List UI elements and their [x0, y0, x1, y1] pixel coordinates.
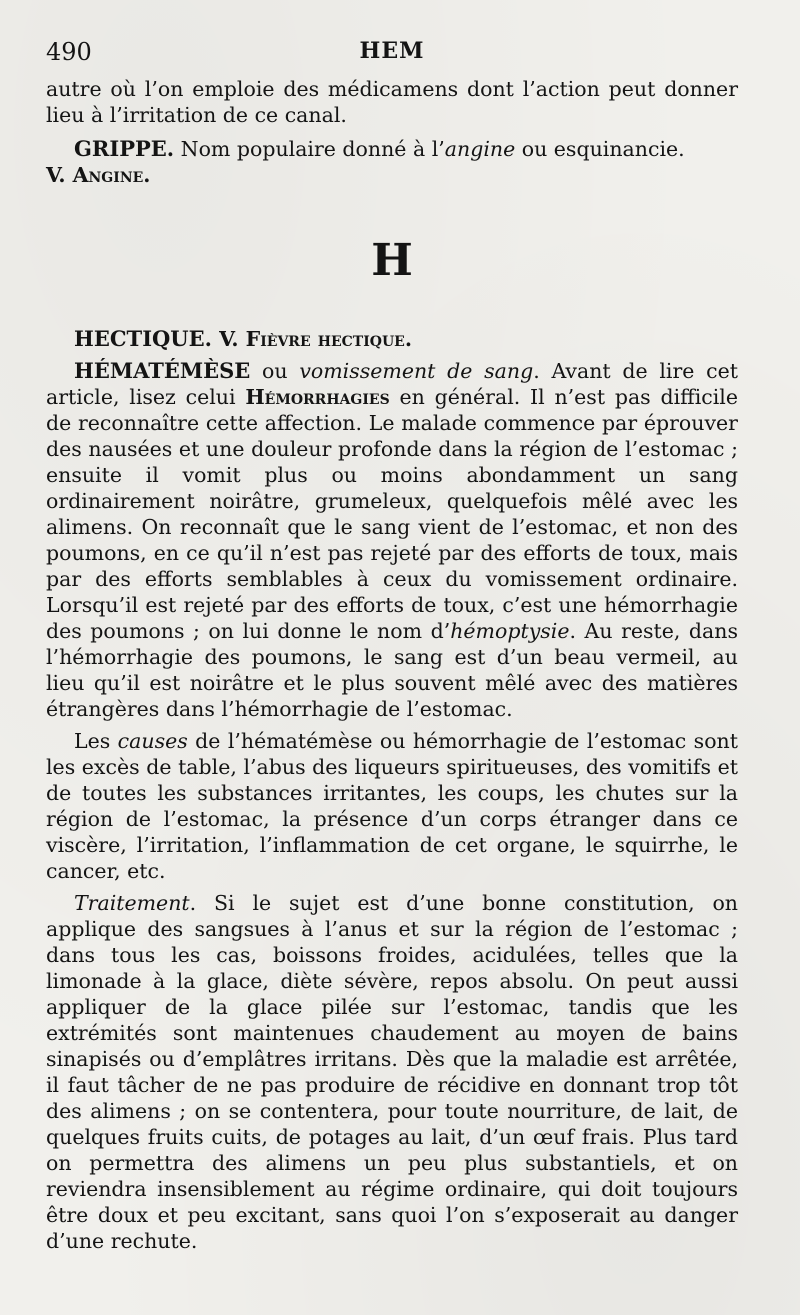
- entry-hematemese: [46, 358, 738, 722]
- grippe-text-after: ou esquinancie.: [515, 137, 685, 161]
- causes-text-1: Les: [74, 729, 118, 753]
- causes-italic: causes: [117, 729, 188, 753]
- section-letter-heading: H: [371, 235, 413, 286]
- grippe-reference-line: [46, 162, 738, 188]
- entry-term-grippe: GRIPPE.: [74, 136, 175, 161]
- hectique-cross-reference: Fièvre hectique.: [245, 327, 412, 351]
- grippe-cross-reference: Angine.: [72, 163, 151, 187]
- entry-term-hectique: HECTIQUE.: [74, 326, 212, 351]
- hematemese-synonym: vomissement de sang: [299, 359, 534, 383]
- entry-grippe: [46, 136, 738, 162]
- hemoptysie-term: hémoptysie: [450, 619, 570, 643]
- hectique-ref-prefix: V.: [211, 327, 246, 351]
- hematemese-text-3: . Au reste, dans l’hémorrhagie des poumons, le sang est d’un beau vermeil, au lieu qu’il est noirâtre et le plus souvent mêlé avec des matières étrangères dans l’hémorrhagie de l’estomac.: [46, 619, 738, 721]
- grippe-text-before: Nom populaire donné à l’: [174, 137, 445, 161]
- page-number: 490: [46, 38, 92, 66]
- grippe-ref-prefix: V.: [46, 163, 73, 187]
- hematemese-text-2: en général. Il n’est pas difficile de reconnaître cette affection. Le malade commence par éprouver des nausées et une douleur profonde dans la région de l’estomac ; ensuite il vomit plus ou moins abondamment un sang ordinairement noirâtre, grumeleux, quelquefois mêlé avec les alimens. On reconnaît que le sang vient de l’estomac, et non des poumons, en ce qu’il n’est pas rejeté par des efforts de toux, mais par des efforts semblables à ceux du vomissement ordinaire. Lorsqu’il est rejeté par des efforts de toux, c’est une hémorrhagie des poumons ; on lui donne le nom d’: [46, 385, 738, 643]
- running-head: [46, 36, 738, 76]
- paragraph-traitement: [46, 890, 738, 1254]
- hematemese-ou: ou: [250, 359, 300, 383]
- continuation-paragraph: autre où l’on emploie des médicamens dont l’action peut donner lieu à l’irritation de ce canal.: [46, 77, 738, 127]
- causes-text-2: de l’hématémèse ou hémorrhagie de l’estomac sont les excès de table, l’abus des liqueurs spiritueuses, des vomitifs et de toutes les substances irritantes, les coups, les chutes sur la région de l’estomac, la présence d’un corps étranger dans ce viscère, l’irritation, l’inflammation de cet organe, le squirrhe, le cancer, etc.: [46, 729, 738, 883]
- traitement-heading: Traitement: [74, 891, 190, 915]
- running-title: HEM: [359, 38, 425, 64]
- entry-term-hematemese: HÉMATÉMÈSE: [74, 358, 251, 383]
- traitement-text: . Si le sujet est d’une bonne constitution, on applique des sangsues à l’anus et sur la région de l’estomac ; dans tous les cas, boissons froides, acidulées, telles que la limonade à la glace, diète sévère, repos absolu. On peut aussi appliquer de la glace pilée sur l’estomac, tandis que les extrémités sont maintenues chaudement au moyen de bains sinapisés ou d’emplâtres irritans. Dès que la maladie est arrêtée, il faut tâcher de ne pas produire de récidive en donnant trop tôt des alimens ; on se contentera, pour toute nourriture, de lait, de quelques fruits cuits, de potages au lait, d’un œuf frais. Plus tard on permettra des alimens un peu plus substantiels, et on reviendra insensiblement au régime ordinaire, qui doit toujours être doux et peu excitant, sans quoi l’on s’exposerait au danger d’une rechute.: [46, 891, 738, 1253]
- grippe-italic: angine: [444, 137, 516, 161]
- paragraph-causes: [46, 728, 738, 884]
- hematemese-cross-reference: Hémorrhagies: [245, 385, 390, 409]
- hematemese-text-1: . Avant de lire cet article, lisez celui: [46, 359, 739, 409]
- entry-hectique: [46, 326, 738, 352]
